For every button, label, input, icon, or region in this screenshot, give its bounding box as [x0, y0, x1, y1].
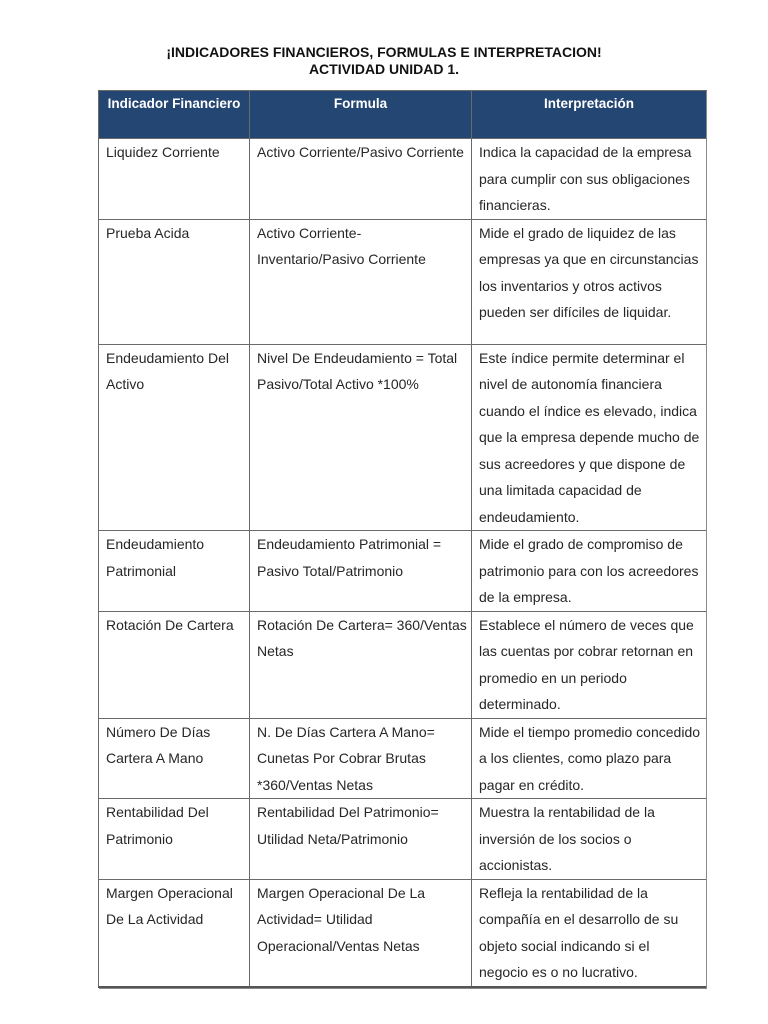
table-row: [99, 799, 707, 880]
cell-interpretacion: Mide el grado de liquidez de las empresas ya que en circunstancias los inventarios y otros activos pueden ser difíciles de liquidar.: [472, 219, 707, 344]
cell-interpretacion: Muestra la rentabilidad de la inversión de los socios o accionistas.: [472, 799, 707, 880]
table-row: [99, 718, 707, 799]
cell-interpretacion: Establece el número de veces que las cuentas por cobrar retornan en promedio en un periodo determinado.: [472, 611, 707, 718]
indicators-table: [98, 90, 707, 988]
table-row: [99, 344, 707, 531]
cell-interpretacion: Refleja la rentabilidad de la compañía en el desarrollo de su objeto social indicando si el negocio es o no lucrativo.: [472, 879, 707, 987]
table-row: [99, 139, 707, 220]
cell-indicador: Rentabilidad Del Patrimonio: [99, 799, 250, 880]
cell-interpretacion: Este índice permite determinar el nivel de autonomía financiera cuando el índice es elevado, indica que la empresa depende mucho de sus acreedores y que dispone de una limitada capacidad de endeudamiento.: [472, 344, 707, 531]
table-row: [99, 879, 707, 987]
cell-interpretacion: Mide el grado de compromiso de patrimonio para con los acreedores de la empresa.: [472, 531, 707, 612]
cell-indicador: Prueba Acida: [99, 219, 250, 344]
cell-formula: Nivel De Endeudamiento = Total Pasivo/Total Activo *100%: [250, 344, 472, 531]
cell-interpretacion: Indica la capacidad de la empresa para cumplir con sus obligaciones financieras.: [472, 139, 707, 220]
cell-formula: Activo Corriente-Inventario/Pasivo Corriente: [250, 219, 472, 344]
cell-formula: Rotación De Cartera= 360/Ventas Netas: [250, 611, 472, 718]
indicators-table-container: [98, 90, 706, 988]
table-row: [99, 611, 707, 718]
cell-formula: Endeudamiento Patrimonial = Pasivo Total/Patrimonio: [250, 531, 472, 612]
header-indicador: Indicador Financiero: [99, 91, 250, 139]
cell-indicador: Endeudamiento Del Activo: [99, 344, 250, 531]
header-interpretacion: Interpretación: [472, 91, 707, 139]
table-row: [99, 531, 707, 612]
table-row: [99, 219, 707, 344]
cell-indicador: Rotación De Cartera: [99, 611, 250, 718]
title-line-2: ACTIVIDAD UNIDAD 1.: [308, 61, 460, 77]
cell-indicador: Liquidez Corriente: [99, 139, 250, 220]
table-header-row: [99, 91, 707, 139]
cell-formula: Activo Corriente/Pasivo Corriente: [250, 139, 472, 220]
cell-indicador: Número De Días Cartera A Mano: [99, 718, 250, 799]
cell-formula: Margen Operacional De La Actividad= Utilidad Operacional/Ventas Netas: [250, 879, 472, 987]
cell-indicador: Endeudamiento Patrimonial: [99, 531, 250, 612]
cell-formula: N. De Días Cartera A Mano= Cunetas Por Cobrar Brutas *360/Ventas Netas: [250, 718, 472, 799]
cell-interpretacion: Mide el tiempo promedio concedido a los clientes, como plazo para pagar en crédito.: [472, 718, 707, 799]
header-formula: Formula: [250, 91, 472, 139]
document-title: [0, 44, 768, 78]
cell-indicador: Margen Operacional De La Actividad: [99, 879, 250, 987]
title-line-1: ¡INDICADORES FINANCIEROS, FORMULAS E INTERPRETACION!: [166, 44, 602, 60]
cell-formula: Rentabilidad Del Patrimonio= Utilidad Neta/Patrimonio: [250, 799, 472, 880]
